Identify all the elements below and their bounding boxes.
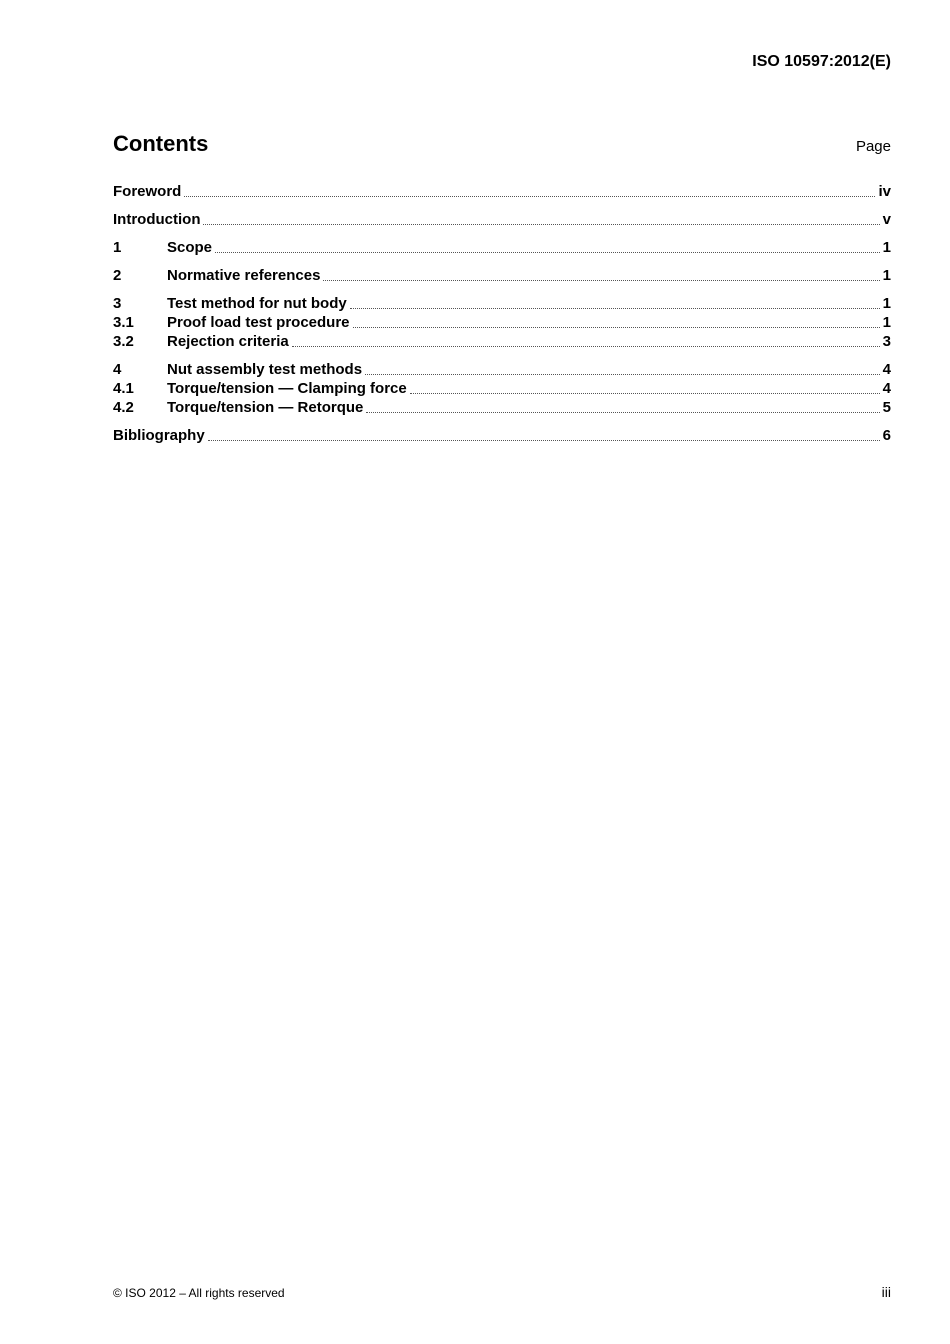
toc-leader-dots xyxy=(410,392,880,394)
toc-entry-nut-assembly-test-methods[interactable] xyxy=(113,360,891,379)
toc-leader-dots xyxy=(292,345,880,347)
toc-leader-dots xyxy=(350,307,880,309)
toc-leader-dots xyxy=(215,251,880,253)
toc-entry-page: 4 xyxy=(882,361,891,378)
toc-entry-number: 3 xyxy=(113,295,122,312)
toc-entry-number: 2 xyxy=(113,267,122,284)
copyright-notice: © ISO 2012 – All rights reserved xyxy=(113,1286,285,1300)
toc-leader-dots xyxy=(184,195,875,197)
toc-entry-proof-load-test[interactable] xyxy=(113,313,891,332)
toc-entry-page: 1 xyxy=(882,295,891,312)
toc-leader-dots xyxy=(366,411,879,413)
toc-leader-dots xyxy=(323,279,879,281)
document-id: ISO 10597:2012(E) xyxy=(752,53,891,70)
toc-leader-dots xyxy=(203,223,879,225)
toc-entry-number: 4.2 xyxy=(113,399,134,416)
toc-entry-title: Scope xyxy=(167,239,213,256)
toc-entry-title: Introduction xyxy=(113,211,201,228)
toc-entry-page: 1 xyxy=(882,314,891,331)
toc-entry-page: 6 xyxy=(882,427,891,444)
page-number: iii xyxy=(881,1284,891,1300)
toc-entry-number: 4 xyxy=(113,361,122,378)
toc-entry-retorque[interactable] xyxy=(113,398,891,417)
toc-entry-title: Proof load test procedure xyxy=(167,314,350,331)
toc-entry-rejection-criteria[interactable] xyxy=(113,332,891,351)
toc-entry-number: 3.1 xyxy=(113,314,134,331)
toc-entry-page: 4 xyxy=(882,380,891,397)
toc-entry-page: iv xyxy=(878,183,891,200)
toc-entry-number: 1 xyxy=(113,239,122,256)
toc-entry-page: 1 xyxy=(882,267,891,284)
toc-leader-dots xyxy=(208,439,880,441)
toc-entry-scope[interactable] xyxy=(113,238,891,257)
toc-entry-page: 3 xyxy=(882,333,891,350)
toc-entry-title: Normative references xyxy=(167,267,321,284)
toc-entry-title: Nut assembly test methods xyxy=(167,361,363,378)
table-of-contents xyxy=(113,182,891,445)
toc-entry-title: Torque/tension — Retorque xyxy=(167,399,364,416)
toc-entry-foreword[interactable] xyxy=(113,182,891,201)
toc-entry-page: 5 xyxy=(882,399,891,416)
toc-entry-number: 4.1 xyxy=(113,380,134,397)
toc-entry-bibliography[interactable] xyxy=(113,426,891,445)
page-column-label: Page xyxy=(855,138,891,155)
contents-heading: Contents xyxy=(113,131,209,156)
toc-entry-title: Bibliography xyxy=(113,427,205,444)
toc-entry-page: 1 xyxy=(882,239,891,256)
toc-entry-page: v xyxy=(882,211,891,228)
toc-entry-clamping-force[interactable] xyxy=(113,379,891,398)
toc-entry-number: 3.2 xyxy=(113,333,134,350)
toc-entry-normative-references[interactable] xyxy=(113,266,891,285)
toc-entry-title: Foreword xyxy=(113,183,182,200)
toc-entry-introduction[interactable] xyxy=(113,210,891,229)
toc-entry-title: Torque/tension — Clamping force xyxy=(167,380,407,397)
toc-entry-title: Rejection criteria xyxy=(167,333,289,350)
toc-entry-test-method-nut-body[interactable] xyxy=(113,294,891,313)
toc-leader-dots xyxy=(353,326,880,328)
toc-entry-title: Test method for nut body xyxy=(167,295,347,312)
toc-leader-dots xyxy=(365,373,880,375)
